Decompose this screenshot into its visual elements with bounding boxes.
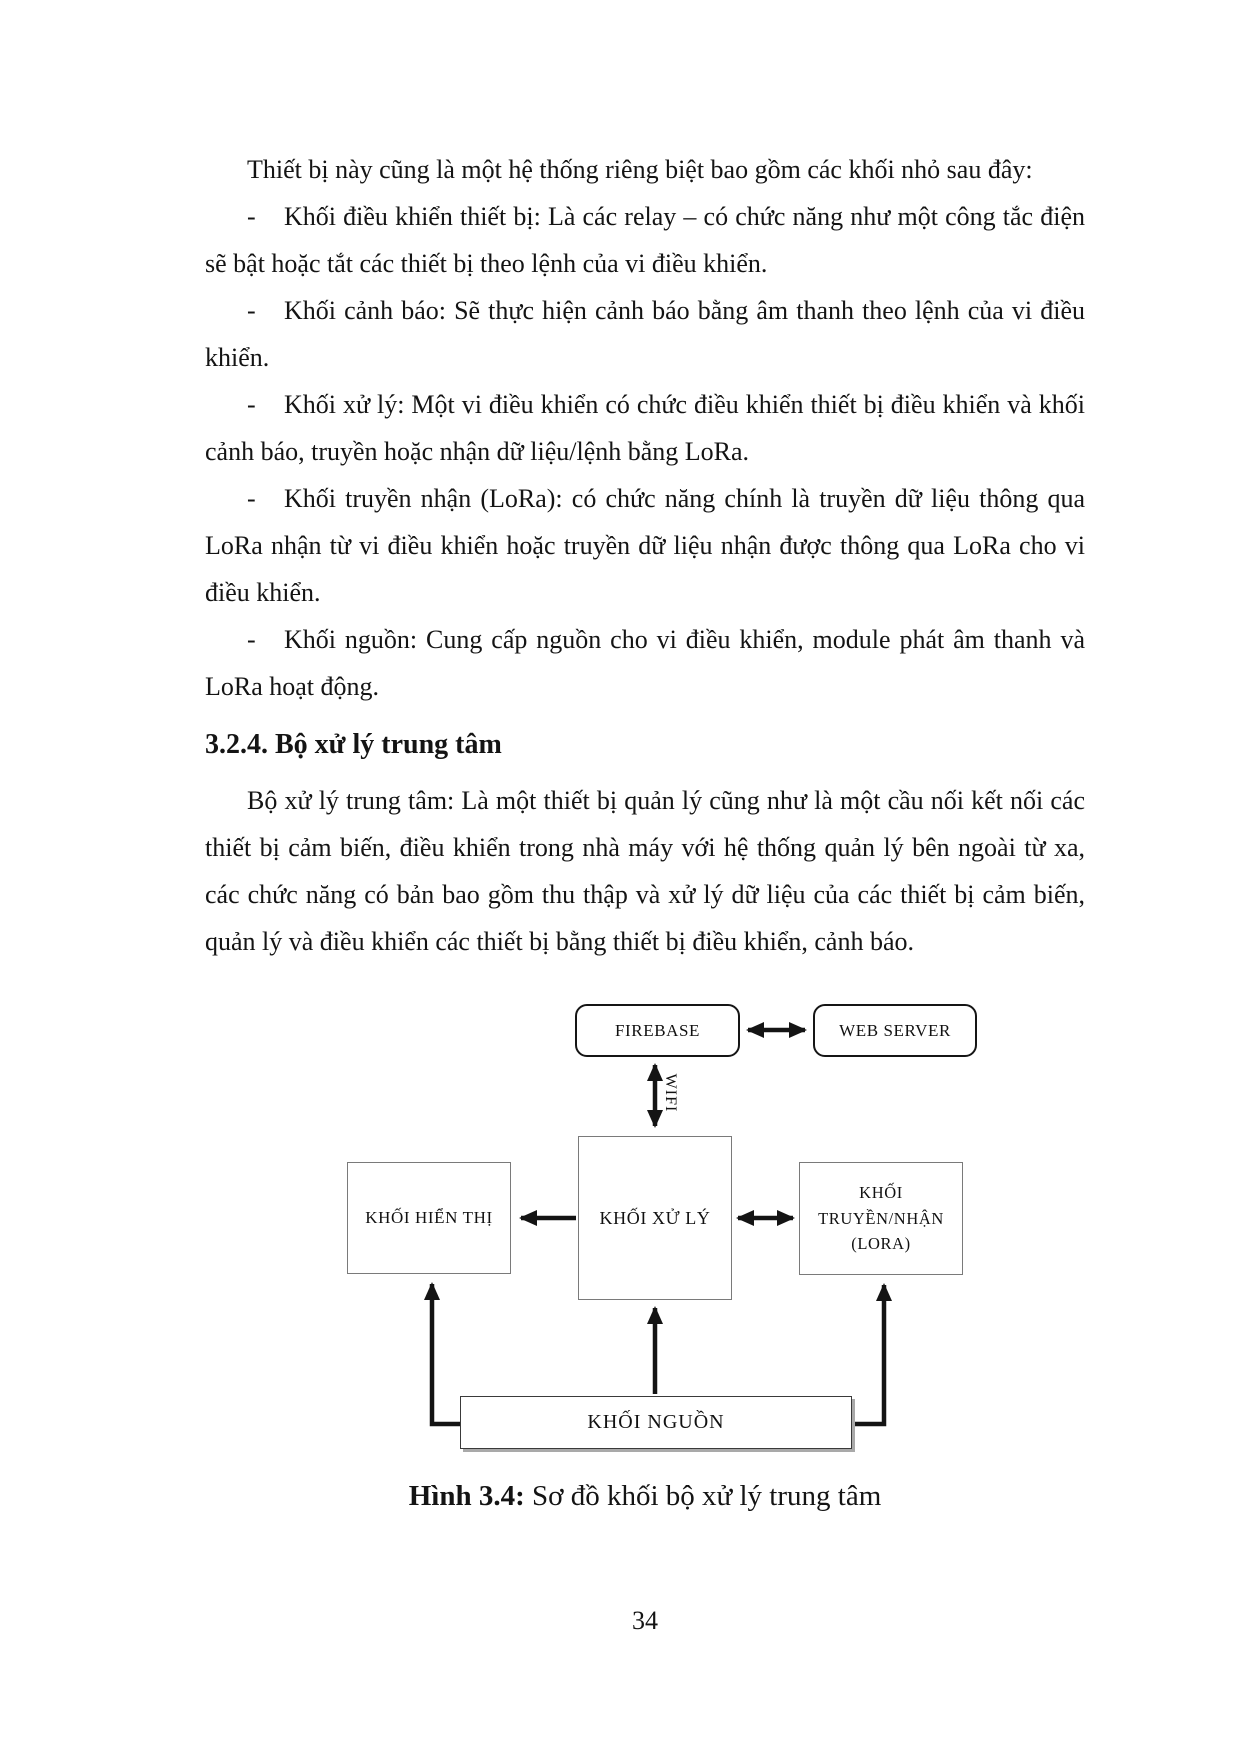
bullet-marker: - [247,202,256,231]
arrow-power-transceiver [852,1285,884,1424]
display-block-box: KHỐI HIỂN THỊ [347,1162,511,1274]
power-block-box: KHỐI NGUỒN [460,1396,852,1449]
web-server-box: WEB SERVER [813,1004,977,1057]
transceiver-block-box [799,1162,963,1275]
bullet-text: Khối xử lý: Một vi điều khiển có chức điều khiển thiết bị điều khiển và khối cảnh báo, truyền hoặc nhận dữ liệu/lệnh bằng LoRa. [205,390,1085,466]
firebase-box: FIREBASE [575,1004,740,1057]
bullet-text: Khối truyền nhận (LoRa): có chức năng chính là truyền dữ liệu thông qua LoRa nhận từ vi điều khiển hoặc truyền dữ liệu nhận được thông qua LoRa cho vi điều khiển. [205,484,1085,607]
processing-block-box: KHỐI XỬ LÝ [578,1136,732,1300]
figure-caption-text: Sơ đồ khối bộ xử lý trung tâm [524,1480,882,1512]
bullet-marker: - [247,484,256,513]
bullet-text: Khối cảnh báo: Sẽ thực hiện cảnh báo bằng âm thanh theo lệnh của vi điều khiển. [205,296,1085,372]
transceiver-label-line2: (LORA) [851,1234,911,1254]
wifi-arrow-label: WIFI [662,1073,679,1113]
intro-paragraph: Thiết bị này cũng là một hệ thống riêng biệt bao gồm các khối nhỏ sau đây: [247,155,1033,184]
transceiver-label-line1: KHỐI TRUYỀN/NHẬN [818,1183,944,1228]
section-heading: 3.2.4. Bộ xử lý trung tâm [205,729,502,760]
bullet-marker: - [247,625,256,654]
bullet-text: Khối nguồn: Cung cấp nguồn cho vi điều khiển, module phát âm thanh và LoRa hoạt động. [205,625,1085,701]
body-paragraph: Bộ xử lý trung tâm: Là một thiết bị quản lý cũng như là một cầu nối kết nối các thiết bị cảm biến, điều khiển trong nhà máy với hệ thống quản lý bên ngoài từ xa, các chức năng có bản bao gồm thu thập và xử lý dữ liệu của các thiết bị cảm biến, quản lý và điều khiển các thiết bị bằng thiết bị điều khiển, cảnh báo. [205,786,1085,956]
bullet-text: Khối điều khiển thiết bị: Là các relay – có chức năng như một công tắc điện sẽ bật hoặc tắt các thiết bị theo lệnh của vi điều khiển. [205,202,1085,278]
bullet-marker: - [247,390,256,419]
page-number: 34 [632,1606,658,1635]
bullet-marker: - [247,296,256,325]
figure-caption-label: Hình 3.4: [408,1480,525,1512]
arrow-power-display [432,1284,460,1424]
